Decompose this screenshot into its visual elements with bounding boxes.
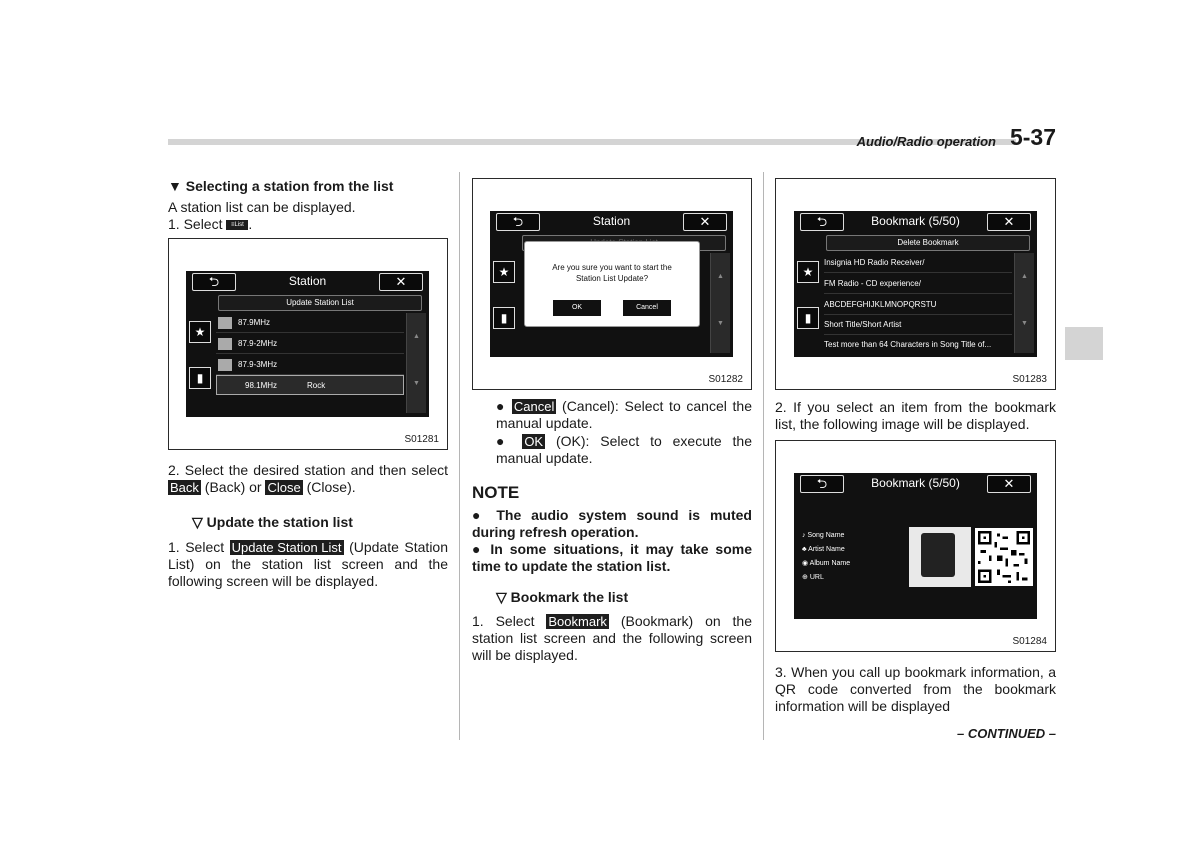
- globe-icon: ⊕: [802, 574, 808, 581]
- close-icon[interactable]: ✕: [683, 213, 727, 231]
- column-1: [168, 172, 448, 590]
- bookmark-icon[interactable]: ▮: [189, 367, 211, 389]
- station-frequency: 87.9-2MHz: [238, 339, 278, 348]
- step-1: [168, 216, 448, 233]
- update-dialog-screen: [490, 211, 733, 357]
- step-3-bookmark: 3. When you call up bookmark information, a QR code converted from the bookmark information will be displayed: [775, 664, 1056, 714]
- bookmark-list-screen: [794, 211, 1037, 357]
- column-divider: [459, 172, 460, 740]
- qr-code-image: [975, 528, 1033, 586]
- step-1-prefix: 1. Select: [168, 216, 223, 232]
- scroll-down-icon[interactable]: ▼: [717, 320, 724, 327]
- step-2-text: (Back) or: [204, 479, 262, 495]
- scrollbar[interactable]: [1014, 253, 1034, 353]
- update-step-text: (Update Station List) on the station list screen and the following screen will be displayed.: [168, 539, 449, 589]
- artist-name-row: [802, 543, 850, 557]
- scroll-up-icon[interactable]: ▲: [413, 333, 420, 340]
- star-icon[interactable]: ★: [189, 321, 211, 343]
- dialog-message-line: Are you sure you want to start the: [552, 263, 672, 272]
- column-divider: [763, 172, 764, 740]
- url-label: URL: [809, 574, 824, 581]
- update-step: [168, 539, 448, 590]
- star-icon[interactable]: ★: [797, 261, 819, 283]
- bookmark-step-text: (Bookmark) on the station list screen and the following screen will be displayed.: [472, 613, 752, 663]
- station-frequency: 98.1MHz: [245, 381, 278, 390]
- album-name-row: [802, 557, 850, 571]
- screen-title: Station: [592, 214, 631, 228]
- note-item: ● The audio system sound is muted during refresh operation.: [472, 507, 752, 540]
- section-heading: ▼ Selecting a station from the list: [168, 178, 394, 194]
- note-item: ● In some situations, it may take some time to update the station list.: [472, 541, 752, 574]
- cancel-key: Cancel: [513, 399, 555, 414]
- station-genre: Rock: [307, 381, 326, 390]
- album-name-label: Album Name: [809, 560, 851, 567]
- section-title: Audio/Radio operation: [856, 134, 996, 149]
- dialog-message: [525, 262, 699, 284]
- step-2: [168, 462, 448, 496]
- scroll-down-icon[interactable]: ▼: [1021, 320, 1028, 327]
- figure-label: S01283: [1012, 374, 1047, 385]
- back-icon[interactable]: ⮌: [800, 475, 844, 493]
- figure-update-dialog: [472, 178, 752, 390]
- list-icon: ≡List: [226, 220, 248, 230]
- list-item[interactable]: Test more than 64 Characters in Song Title of...: [824, 340, 992, 349]
- figure-station-list: [168, 238, 448, 450]
- star-icon[interactable]: ★: [493, 261, 515, 283]
- station-frequency: 87.9-3MHz: [238, 360, 278, 369]
- sub-heading-update: ▽ Update the station list: [192, 514, 353, 530]
- page-number: 5-37: [1009, 124, 1056, 150]
- note-heading: NOTE: [472, 483, 520, 502]
- bullet-ok: ● OK (OK): Select to execute the manual update.: [496, 433, 752, 466]
- cancel-button[interactable]: Cancel: [623, 300, 671, 316]
- ok-key: OK: [524, 434, 544, 449]
- figure-label: S01284: [1012, 636, 1047, 647]
- list-item[interactable]: [216, 334, 404, 354]
- figure-label: S01282: [708, 374, 743, 385]
- back-icon[interactable]: ⮌: [800, 213, 844, 231]
- album-icon: ◉: [802, 560, 809, 567]
- station-logo-icon: [218, 359, 232, 371]
- qr-code-graphic: [975, 528, 1033, 586]
- bullet-ok-text: (OK): Select to execute the manual update.: [496, 433, 752, 466]
- figure-label: S01281: [404, 434, 439, 445]
- list-item[interactable]: FM Radio - CD experience/: [824, 274, 1012, 294]
- update-station-list-key: Update Station List: [231, 540, 342, 555]
- list-item[interactable]: Insignia HD Radio Receiver/: [824, 253, 1012, 273]
- station-logo-icon: [218, 317, 232, 329]
- bullet-cancel-text: (Cancel): Select to cancel the manual update.: [496, 398, 752, 431]
- back-key: Back: [170, 480, 199, 495]
- step-2-text: 2. Select the desired station and then select: [168, 462, 448, 478]
- close-icon[interactable]: ✕: [987, 475, 1031, 493]
- bookmark-key: Bookmark: [548, 614, 607, 629]
- figure-bookmark-list: [775, 178, 1056, 390]
- delete-bookmark-button[interactable]: Delete Bookmark: [826, 235, 1030, 251]
- song-name-row: [802, 529, 850, 543]
- list-item[interactable]: [216, 355, 404, 375]
- back-icon[interactable]: ⮌: [192, 273, 236, 291]
- sub-heading-bookmark: ▽ Bookmark the list: [496, 589, 629, 605]
- station-logo-icon: [218, 338, 232, 350]
- bookmark-icon[interactable]: ▮: [797, 307, 819, 329]
- scroll-up-icon[interactable]: ▲: [717, 273, 724, 280]
- url-row: [802, 571, 850, 585]
- figure-bookmark-detail: [775, 440, 1056, 652]
- screen-title: Bookmark (5/50): [871, 214, 960, 228]
- step-1-suffix: .: [248, 216, 253, 232]
- confirm-dialog: [524, 241, 700, 327]
- intro-text: A station list can be displayed.: [168, 199, 356, 215]
- chapter-tab: [1065, 327, 1103, 360]
- step-2-text: (Close).: [306, 479, 356, 495]
- scrollbar[interactable]: [406, 313, 426, 413]
- radio-device-image: [909, 527, 971, 587]
- list-item-selected[interactable]: [216, 375, 404, 395]
- station-frequency: 87.9MHz: [238, 318, 271, 327]
- bookmark-step: [472, 613, 752, 664]
- screen-title: Bookmark (5/50): [871, 476, 960, 490]
- bookmark-step-text: 1. Select: [472, 613, 535, 629]
- artist-name-label: Artist Name: [808, 546, 845, 553]
- update-step-text: 1. Select: [168, 539, 225, 555]
- music-note-icon: ♪: [802, 532, 806, 539]
- close-icon[interactable]: ✕: [379, 273, 423, 291]
- scrollbar[interactable]: [710, 253, 730, 353]
- column-2: [472, 172, 752, 664]
- device-screen: [921, 533, 955, 577]
- scroll-down-icon[interactable]: ▼: [413, 380, 420, 387]
- ok-button[interactable]: OK: [553, 300, 601, 316]
- bullet-cancel: ● Cancel (Cancel): Select to cancel the manual update.: [496, 398, 752, 431]
- column-3: [775, 172, 1056, 742]
- close-key: Close: [267, 480, 301, 495]
- close-icon[interactable]: ✕: [987, 213, 1031, 231]
- screen-title: Station: [288, 274, 327, 288]
- artist-icon: ♣: [802, 546, 807, 553]
- list-item[interactable]: Short Title/Short Artist: [824, 315, 1012, 335]
- back-icon[interactable]: ⮌: [496, 213, 540, 231]
- update-station-list-button[interactable]: Update Station List: [218, 295, 422, 311]
- bookmark-info: [802, 529, 850, 585]
- list-item[interactable]: ABCDEFGHIJKLMNOPQRSTU: [824, 295, 1012, 315]
- bookmark-detail-screen: [794, 473, 1037, 619]
- station-screen: [186, 271, 429, 417]
- dialog-message-line: Station List Update?: [575, 274, 649, 283]
- list-item[interactable]: [216, 313, 404, 333]
- song-name-label: Song Name: [807, 532, 845, 539]
- step-2-bookmark: 2. If you select an item from the bookmark list, the following image will be displayed.: [775, 399, 1056, 432]
- continued-label: – CONTINUED –: [957, 726, 1056, 741]
- bookmark-icon[interactable]: ▮: [493, 307, 515, 329]
- scroll-up-icon[interactable]: ▲: [1021, 273, 1028, 280]
